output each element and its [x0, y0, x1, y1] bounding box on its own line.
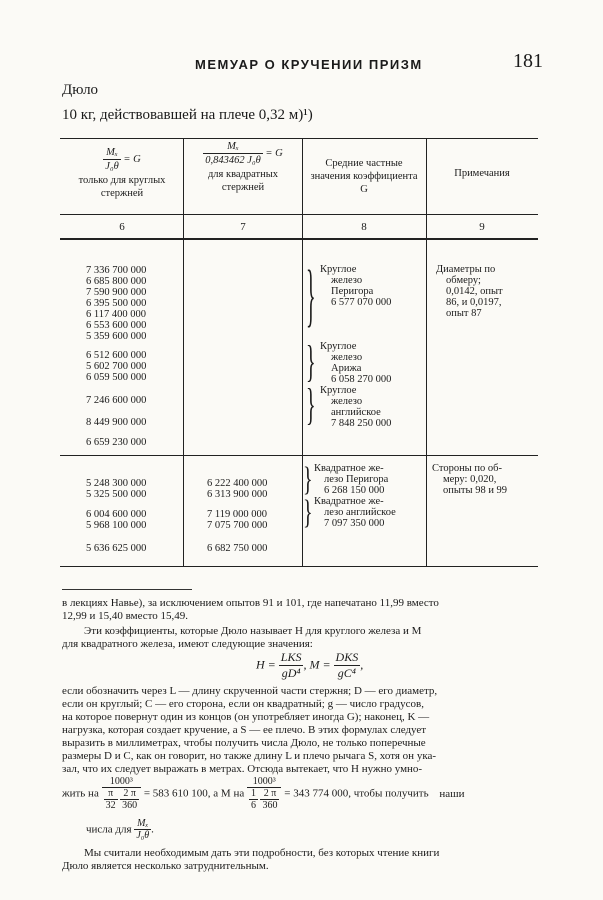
formula-separator: , [303, 657, 307, 672]
multiplier-line [62, 776, 464, 811]
square-group-2-line-2: лезо английское [324, 507, 396, 518]
table-cell: 6 117 400 000 [86, 309, 146, 320]
note-square-line-1: Стороны по об- [432, 463, 502, 474]
mult-fraction-1 [102, 776, 142, 811]
footnote-line-2: 12,99 и 15,40 вместо 15,49. [62, 610, 189, 622]
header-col-7-rhs: = G [265, 147, 283, 159]
col-divider-3 [426, 138, 427, 567]
mult-f1-360: 360 [122, 800, 138, 811]
header-col-6-rhs: = G [123, 153, 141, 165]
header-col-6 [62, 146, 182, 200]
formula-h-m [256, 650, 363, 681]
paragraph-3-line-2: Дюло является несколько затруднительным. [62, 860, 269, 872]
mult-f2-2pi: 2 π [260, 788, 279, 800]
header-col-7-denominator: 0,843462 J₀θ [205, 155, 261, 166]
mult-f1-pi: π [104, 788, 118, 800]
brace-group-2: } [306, 338, 316, 388]
group-2-line-2: железо [331, 352, 363, 363]
mult-f1-2pi: 2 π [120, 788, 139, 800]
mult-f1-denominator [102, 788, 142, 811]
note-round-line-4: 86, и 0,0197, [446, 297, 502, 308]
col-number-9: 9 [479, 221, 485, 233]
paragraph-2-line-3: на которое повернут один из концов (он употребляет иногда G); наконец, K — [62, 711, 430, 723]
group-1-line-3: Перигора [331, 286, 374, 297]
running-header-title: МЕМУАР О КРУЧЕНИИ ПРИЗМ [195, 57, 423, 72]
table-cell: 5 968 100 000 [86, 520, 147, 531]
formula-m-numerator: DKS [335, 650, 359, 664]
table-cell: 6 512 600 000 [86, 350, 147, 361]
formula-end: , [360, 657, 364, 672]
mult-suffix: наши [439, 787, 465, 800]
table-cell: 5 325 500 000 [86, 489, 147, 500]
mult-f2-360: 360 [262, 800, 278, 811]
table-cell: 8 449 900 000 [86, 417, 147, 428]
brace-group-1: } [306, 258, 316, 336]
header-col-6-denominator: J₀θ [105, 161, 119, 172]
note-round-line-2: обмеру; [446, 275, 481, 286]
table-cell: 6 659 230 000 [86, 437, 147, 448]
paragraph-2-line-7: зал, что их следует выражать в метрах. Отсюда вытекает, что H нужно умно- [62, 763, 423, 775]
group-1-value: 6 577 070 000 [331, 297, 392, 308]
group-3-line-1: Круглое [320, 385, 357, 396]
mult-prefix: жить на [62, 787, 99, 800]
brace-square-group-2: } [303, 494, 313, 532]
group-3-line-2: железо [331, 396, 363, 407]
brace-group-3: } [306, 381, 316, 431]
continued-text-line-2: 10 кг, действовавшей на плече 0,32 м)¹) [62, 107, 313, 123]
table-cell: 6 222 400 000 [207, 478, 268, 489]
mult-f2-6: 6 [250, 800, 256, 811]
formula-m-denominator: gC⁴ [337, 666, 356, 680]
paragraph-1-line-1: Эти коэффициенты, которые Дюло называет H для круглого железа и M [84, 625, 422, 637]
table-cell: 7 590 900 000 [86, 287, 147, 298]
square-group-1-line-1: Квадратное же- [314, 463, 384, 474]
paragraph-2-line-1: если обозначить через L — длину скрученной части стержня; D — его диаметр, [62, 685, 438, 697]
table-cell: 5 248 300 000 [86, 478, 147, 489]
table-cell: 7 246 600 000 [86, 395, 147, 406]
paragraph-3-line-1: Мы считали необходимым дать эти подробности, без которых чтение книги [84, 847, 440, 859]
table-bottom-rule [60, 566, 538, 567]
mult-f1-pi-frac [104, 788, 118, 811]
note-square-line-2: меру: 0,020, [443, 474, 497, 485]
table-cell: 6 685 800 000 [86, 276, 147, 287]
header-col-6-numerator: Mₓ [103, 146, 120, 160]
footnote-rule [62, 589, 192, 590]
note-round-line-1: Диаметры по [436, 264, 496, 275]
group-3-line-3: английское [331, 407, 381, 418]
table-cell: 6 553 600 000 [86, 320, 147, 331]
paragraph-2-line-5: выразить в миллиметрах, чтобы получить числа Дюло, не только поперечные [62, 737, 426, 749]
square-group-2-line-1: Квадратное же- [314, 496, 384, 507]
square-group-2-value: 7 097 350 000 [324, 518, 385, 529]
table-cell: 7 119 000 000 [207, 509, 267, 520]
mult-fraction-2 [247, 776, 282, 811]
paragraph-1-line-2: для квадратного железа, имеют следующие значения: [62, 638, 313, 650]
paragraph-2-line-6: размеры D и C, как он говорит, но также длину L и плечо рычага S, хотя он ука- [62, 750, 437, 762]
formula-m-label: M = [309, 657, 331, 672]
table-cell: 5 359 600 000 [86, 331, 147, 342]
table-cell: 6 004 600 000 [86, 509, 147, 520]
table-colnum-rule [60, 238, 538, 240]
mult-f2-1: 1 [250, 788, 256, 799]
mult-f2-numerator: 1000³ [247, 776, 282, 788]
header-col-9: Примечания [454, 168, 510, 179]
numbers-for-numerator: Mₓ [134, 818, 151, 830]
col-number-8: 8 [361, 221, 367, 233]
group-2-line-1: Круглое [320, 341, 357, 352]
square-group-1-value: 6 268 150 000 [324, 485, 385, 496]
header-col-7-numerator: Mₓ [203, 140, 262, 154]
header-col-7 [184, 140, 302, 194]
page-number: 181 [513, 50, 543, 72]
group-3-value: 7 848 250 000 [331, 418, 392, 429]
group-2-line-3: Арижа [331, 363, 362, 374]
formula-h-denominator: gD⁴ [281, 666, 301, 680]
numbers-for-fraction [134, 818, 151, 841]
mult-f1-32: 32 [105, 800, 116, 811]
table-cell: 6 682 750 000 [207, 543, 268, 554]
mult-f2-2pi-frac [260, 788, 279, 811]
mult-eq-1: = 583 610 100, а M на [143, 787, 245, 800]
table-cell: 6 395 500 000 [86, 298, 147, 309]
table-top-rule [60, 138, 538, 139]
col-divider-1 [183, 138, 184, 567]
brace-square-group-1: } [303, 461, 313, 499]
numbers-for-end: . [151, 823, 154, 836]
formula-h-numerator: LKS [280, 650, 302, 664]
numbers-for-denominator: J₀θ [136, 830, 150, 841]
square-group-1-line-2: лезо Перигора [324, 474, 389, 485]
formula-m-fraction [334, 650, 364, 681]
paragraph-2-line-4: нагрузка, которая создает кручение, а S — ее плечо. В этих формулах следует [62, 724, 427, 736]
table-section-rule [60, 455, 538, 456]
formula-h-label: H = [256, 657, 276, 672]
table-cell: 5 602 700 000 [86, 361, 147, 372]
footnote-line-1: в лекциях Навье), за исключением опытов 91 и 101, где напечатано 11,99 вместо [62, 597, 439, 609]
header-col-6-caption: только для круглых стержней [78, 175, 166, 199]
formula-h-fraction [279, 650, 307, 681]
mult-eq-2: = 343 774 000, чтобы получить [284, 787, 429, 800]
group-2-value: 6 058 270 000 [331, 374, 392, 385]
mult-f2-denominator [247, 788, 282, 811]
group-1-line-1: Круглое [320, 264, 357, 275]
mult-f1-numerator: 1000³ [102, 776, 142, 788]
mult-f2-1-frac [249, 788, 258, 811]
continued-text-line-1: Дюло [62, 82, 99, 98]
numbers-for-line [86, 818, 154, 841]
table-cell: 7 336 700 000 [86, 265, 147, 276]
note-square-line-3: опыты 98 и 99 [443, 485, 508, 496]
paragraph-2-line-2: если он круглый; C — его сторона, если он квадратный; g — число градусов, [62, 698, 424, 710]
header-col-7-caption: для квадратных стержней [207, 169, 279, 193]
numbers-for-text: числа для [86, 823, 132, 836]
col-number-7: 7 [240, 221, 246, 233]
header-col-6-formula [103, 146, 120, 173]
table-cell: 7 075 700 000 [207, 520, 268, 531]
table-cell: 5 636 625 000 [86, 543, 147, 554]
header-col-8: Средние частные значения коэффициента G [310, 158, 418, 195]
table-cell: 6 313 900 000 [207, 489, 268, 500]
note-round-line-5: опыт 87 [446, 308, 482, 319]
header-col-7-formula [203, 140, 262, 167]
group-1-line-2: железо [331, 275, 363, 286]
col-number-6: 6 [119, 221, 125, 233]
mult-f1-2pi-frac [120, 788, 139, 811]
table-cell: 6 059 500 000 [86, 372, 147, 383]
table-header-rule [60, 214, 538, 215]
note-round-line-3: 0,0142, опыт [446, 286, 503, 297]
